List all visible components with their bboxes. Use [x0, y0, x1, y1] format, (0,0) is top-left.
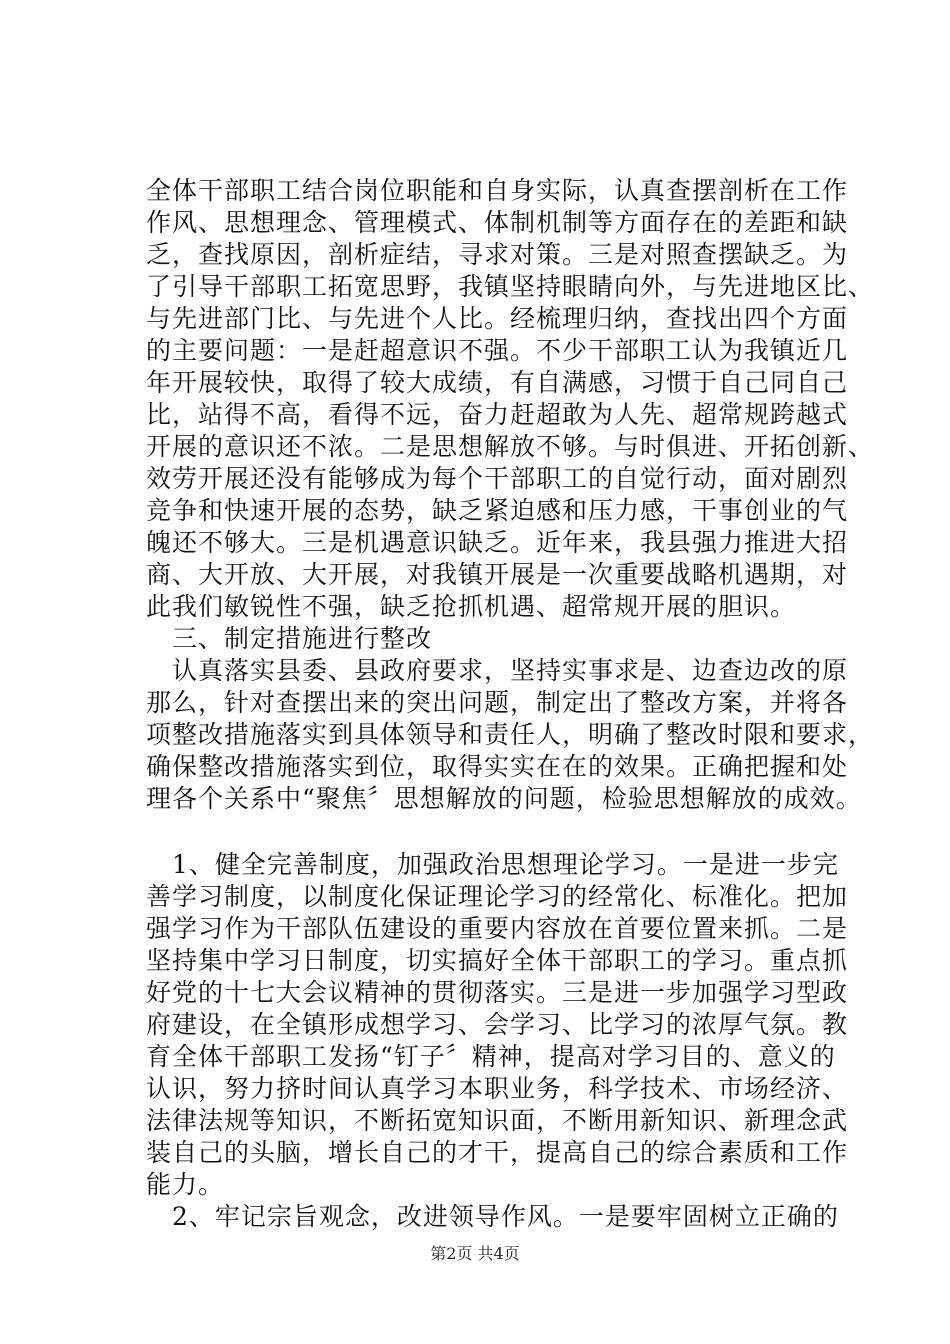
body-text-line: 强学习作为干部队伍建设的重要内容放在首要位置来抓。二是 — [146, 914, 849, 943]
body-text-line: 此我们敏锐性不强，缺乏抢抓机遇、超常规开展的胆识。 — [146, 592, 797, 621]
body-text-line: 了引导干部职工拓宽思野，我镇坚持眼睛向外，与先进地区比、 — [146, 272, 875, 301]
page-number-footer: 第2页 共4页 — [430, 1244, 520, 1263]
body-text-line: 2、牢记宗旨观念，改进领导作风。一是要牢固树立正确的 — [146, 1202, 839, 1231]
body-text-line: 府建设，在全镇形成想学习、会学习、比学习的浓厚气氛。教 — [146, 1010, 849, 1039]
body-text-line: 竞争和快速开展的态势，缺乏紧迫感和压力感，干事创业的气 — [146, 496, 849, 525]
body-text-line: 商、大开放、大开展，对我镇开展是一次重要战略机遇期，对 — [146, 560, 849, 589]
body-text-line: 魄还不够大。三是机遇意识缺乏。近年来，我县强力推进大招 — [146, 528, 849, 557]
body-text-line: 作风、思想理念、管理模式、体制机制等方面存在的差距和缺 — [146, 208, 849, 237]
body-text-line: 好党的十七大会议精神的贯彻落实。三是进一步加强学习型政 — [146, 978, 849, 1007]
body-text-line: 与先进部门比、与先进个人比。经梳理归纳，查找出四个方面 — [146, 304, 849, 333]
body-text-line: 能力。 — [146, 1170, 225, 1199]
body-text-line: 认识，努力挤时间认真学习本职业务，科学技术、市场经济、 — [146, 1074, 849, 1103]
body-text-line: 确保整改措施落实到位，取得实实在在的效果。正确把握和处 — [146, 752, 849, 781]
body-text-line: 1、健全完善制度，加强政治思想理论学习。一是进一步完 — [146, 850, 839, 879]
body-text-line: 年开展较快，取得了较大成绩，有自满感，习惯于自己同自己 — [146, 368, 849, 397]
body-text-line: 项整改措施落实到具体领导和责任人，明确了整改时限和要求， — [146, 720, 875, 749]
body-text-line: 乏，查找原因，剖析症结，寻求对策。三是对照查摆缺乏。为 — [146, 240, 849, 269]
body-text-line: 的主要问题：一是赶超意识不强。不少干部职工认为我镇近几 — [146, 336, 849, 365]
body-text-line: 善学习制度，以制度化保证理论学习的经常化、标准化。把加 — [146, 882, 849, 911]
section-heading: 三、制定措施进行整改 — [146, 624, 433, 653]
body-text-line: 那么，针对查摆出来的突出问题，制定出了整改方案，并将各 — [146, 688, 849, 717]
body-text-line: 比，站得不高，看得不远，奋力赶超敢为人先、超常规跨越式 — [146, 400, 849, 429]
body-text-line: 坚持集中学习日制度，切实搞好全体干部职工的学习。重点抓 — [146, 946, 849, 975]
body-text-line: 认真落实县委、县政府要求，坚持实事求是、边查边改的原 — [146, 656, 849, 685]
body-text-line: 育全体干部职工发扬“钉子〞精神，提高对学习目的、意义的 — [146, 1042, 836, 1071]
body-text-line: 开展的意识还不浓。二是思想解放不够。与时俱进、开拓创新、 — [146, 432, 875, 461]
body-text-line: 法律法规等知识，不断拓宽知识面，不断用新知识、新理念武 — [146, 1106, 849, 1135]
body-text-line: 效劳开展还没有能够成为每个干部职工的自觉行动，面对剧烈 — [146, 464, 849, 493]
body-text-line: 全体干部职工结合岗位职能和自身实际，认真查摆剖析在工作 — [146, 176, 849, 205]
body-text-line: 理各个关系中“聚焦〞思想解放的问题，检验思想解放的成效。 — [146, 784, 862, 813]
body-text-line: 装自己的头脑，增长自己的才干，提高自己的综合素质和工作 — [146, 1138, 849, 1167]
